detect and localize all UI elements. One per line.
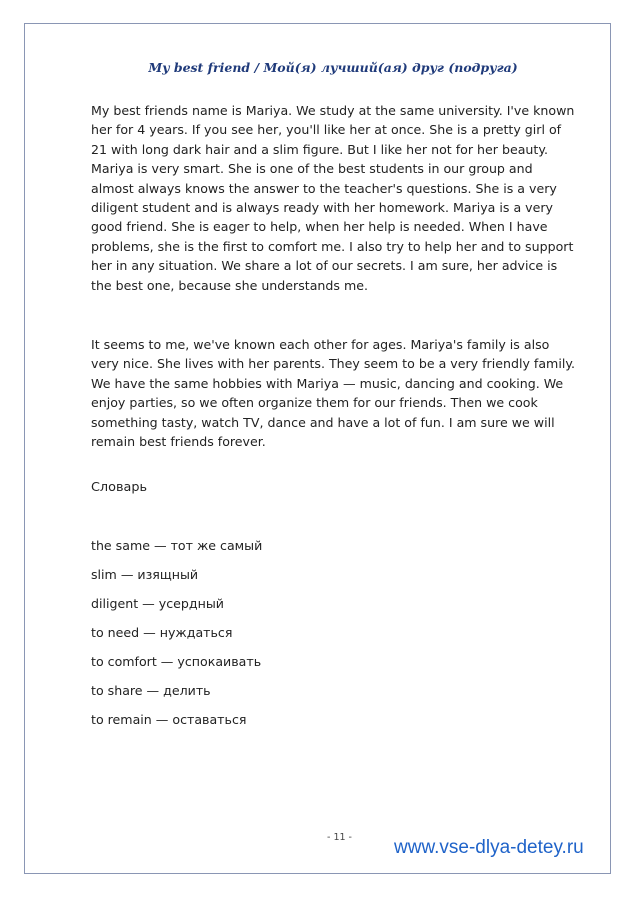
vocabulary-item: to need — нуждаться bbox=[91, 625, 233, 640]
paragraph-line: her in any situation. We share a lot of our secrets. I am sure, her advice is bbox=[91, 258, 558, 274]
paragraph-line: It seems to me, we've known each other for ages. Mariya's family is also bbox=[91, 337, 550, 352]
paragraph-line: enjoy parties, so we often organize them for our friends. Then we cook bbox=[91, 395, 538, 411]
vocabulary-item: to share — делить bbox=[91, 683, 211, 698]
paragraph-line: something tasty, watch TV, dance and have a lot of fun. I am sure we will bbox=[91, 414, 555, 430]
vocabulary-list bbox=[91, 537, 262, 740]
paragraph-line: My best friends name is Mariya. We study at the same university. I've known bbox=[91, 103, 575, 118]
paragraph-line: good friend. She is eager to help, when her help is needed. When I have bbox=[91, 219, 548, 235]
paragraph-line: problems, she is the first to comfort me. I also try to help her and to support bbox=[91, 238, 574, 254]
paragraph-line: 21 with long dark hair and a slim figure. But I like her not for her beauty. bbox=[91, 141, 548, 157]
vocabulary-item: to remain — оставаться bbox=[91, 712, 247, 727]
paragraph-line: almost always knows the answer to the teacher's questions. She is a very bbox=[91, 180, 557, 196]
paragraph-line: Mariya is very smart. She is one of the best students in our group and bbox=[91, 161, 533, 177]
vocabulary-item: diligent — усердный bbox=[91, 596, 224, 611]
paragraph-2 bbox=[91, 335, 611, 451]
vocabulary-item: to comfort — успокаивать bbox=[91, 654, 262, 669]
paragraph-line: her for 4 years. If you see her, you'll like her at once. She is a pretty girl of bbox=[91, 122, 562, 138]
paragraph-line: We have the same hobbies with Mariya — music, dancing and cooking. We bbox=[91, 375, 564, 391]
paragraph-1 bbox=[91, 101, 611, 295]
document-title: My best friend / Мой(я) лучший(ая) друг (подруга) bbox=[148, 60, 518, 75]
paragraph-line: the best one, because she understands me. bbox=[91, 277, 368, 293]
vocabulary-item: the same — тот же самый bbox=[91, 538, 263, 553]
vocabulary-heading: Словарь bbox=[91, 480, 147, 495]
paragraph-line: very nice. She lives with her parents. They seem to be a very friendly family. bbox=[91, 356, 575, 372]
paragraph-line: diligent student and is always ready with her homework. Mariya is a very bbox=[91, 200, 553, 216]
page-number: - 11 - bbox=[327, 832, 352, 843]
site-url-link[interactable]: www.vse-dlya-detey.ru bbox=[394, 837, 584, 858]
paragraph-line: remain best friends forever. bbox=[91, 434, 266, 450]
vocabulary-item: slim — изящный bbox=[91, 567, 199, 582]
